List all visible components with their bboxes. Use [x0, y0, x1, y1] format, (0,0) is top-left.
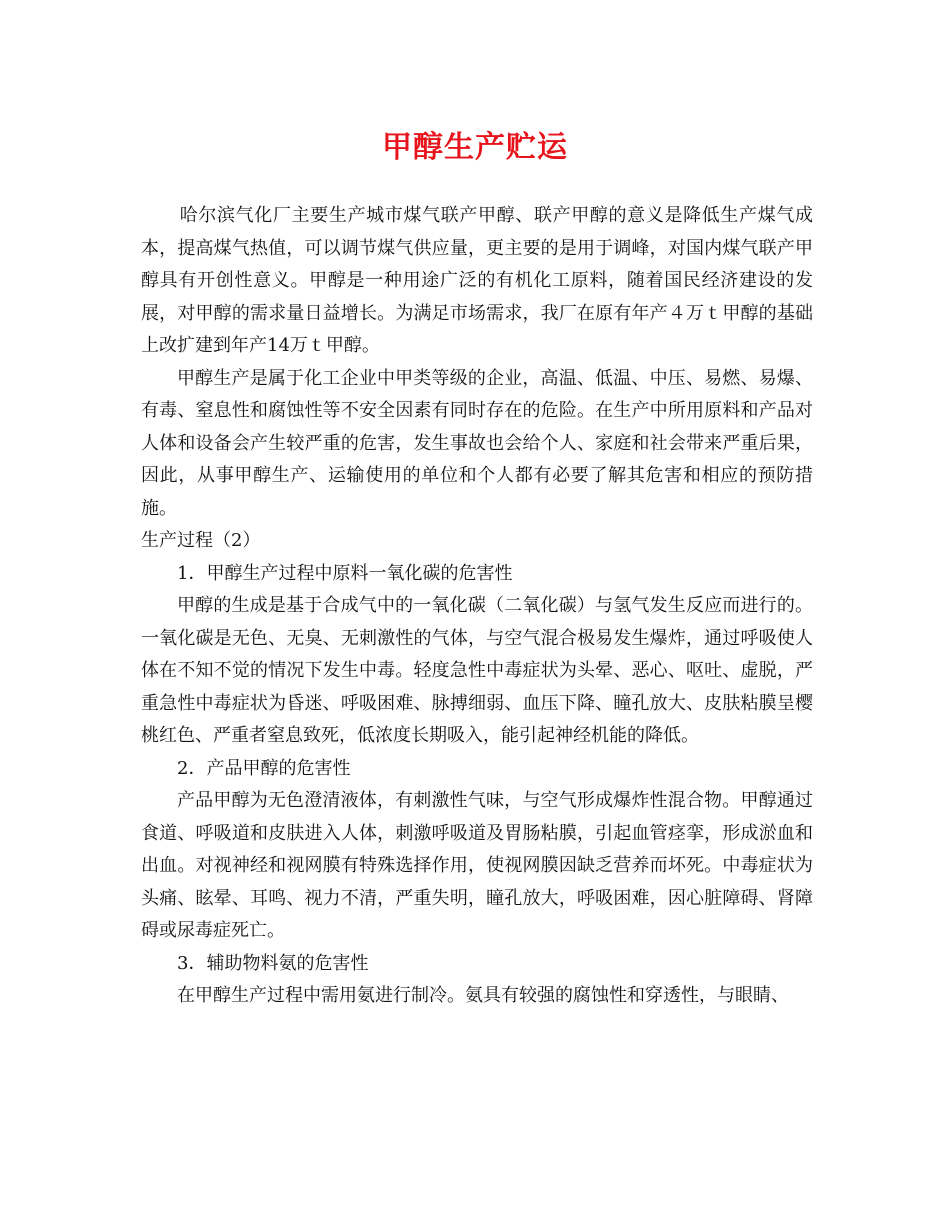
paragraph-hazards: 甲醇生产是属于化工企业中甲类等级的企业，高温、低温、中压、易燃、易爆、有毒、窒息性和腐蚀性等不安全因素有同时存在的危险。在生产中所用原料和产品对人体和设备会产生较严重的危害，发生事故也会给个人、家庭和社会带来严重后果，因此，从事甲醇生产、运输使用的单位和个人都有必要了解其危害和相应的预防措施。 [141, 367, 813, 519]
document-body [141, 200, 813, 1013]
subheading-ammonia: 3．辅助物料氨的危害性 [177, 952, 369, 974]
paragraph-intro: 哈尔滨气化厂主要生产城市煤气联产甲醇、联产甲醇的意义是降低生产煤气成本，提高煤气热值，可以调节煤气供应量，更主要的是用于调峰，对国内煤气联产甲醇具有开创性意义。甲醇是一种用途广泛的有机化工原料，随着国民经济建设的发展，对甲醇的需求量日益增长。为满足市场需求，我厂在原有年产４万ｔ甲醇的基础上改扩建到年产14万ｔ甲醇。 [141, 205, 813, 356]
section-heading-process: 生产过程（2） [141, 530, 261, 551]
paragraph-carbon-monoxide: 甲醇的生成是基于合成气中的一氧化碳（二氧化碳）与氢气发生反应而进行的。一氧化碳是无色、无臭、无刺激性的气体，与空气混合极易发生爆炸，通过呼吸使人体在不知不觉的情况下发生中毒。轻度急性中毒症状为头晕、恶心、呕吐、虚脱，严重急性中毒症状为昏迷、呼吸困难、脉搏细弱、血压下降、瞳孔放大、皮肤粘膜呈樱桃红色、严重者窒息致死，低浓度长期吸入，能引起神经机能的降低。 [141, 595, 813, 746]
subheading-methanol: 2．产品甲醇的危害性 [177, 757, 351, 779]
paragraph-ammonia: 在甲醇生产过程中需用氨进行制冷。氨具有较强的腐蚀性和穿透性，与眼睛、 [177, 985, 789, 1006]
paragraph-methanol: 产品甲醇为无色澄清液体，有刺激性气味，与空气形成爆炸性混合物。甲醇通过食道、呼吸道和皮肤进入人体，刺激呼吸道及胃肠粘膜，引起血管痉挛，形成淤血和出血。对视神经和视网膜有特殊选择作用，使视网膜因缺乏营养而坏死。中毒症状为头痛、眩晕、耳鸣、视力不清，严重失明，瞳孔放大，呼吸困难，因心脏障碍、肾障碍或尿毒症死亡。 [141, 790, 813, 941]
document-title: 甲醇生产贮运 [382, 130, 568, 165]
subheading-carbon-monoxide: 1．甲醇生产过程中原料一氧化碳的危害性 [177, 562, 513, 584]
